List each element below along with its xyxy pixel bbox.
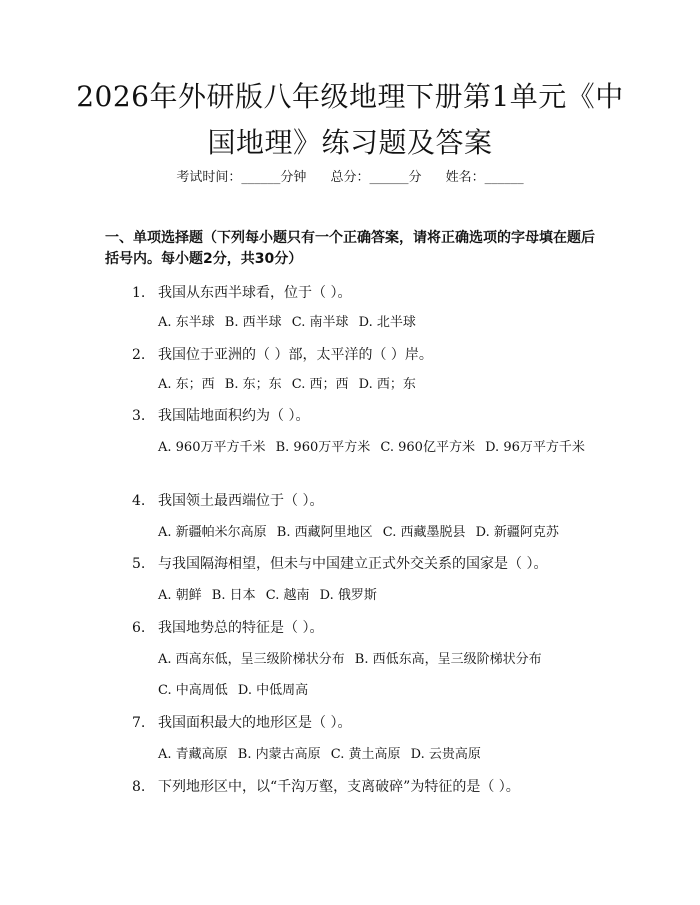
option: C. 中高周低 <box>158 683 228 698</box>
question-options <box>158 313 598 333</box>
option: D. 新疆阿克苏 <box>475 525 559 540</box>
question <box>132 345 602 365</box>
option: C. 960亿平方米 <box>380 440 475 455</box>
option: D. 俄罗斯 <box>319 588 377 603</box>
option: B. 内蒙古高原 <box>237 747 321 762</box>
question-number: 1. <box>132 285 146 301</box>
option: D. 北半球 <box>358 315 416 330</box>
option: B. 西藏阿里地区 <box>276 525 373 540</box>
question-stem: 我国从东西半球看，位于（ ）。 <box>158 285 352 301</box>
question-options <box>158 650 598 670</box>
option: B. 日本 <box>211 588 256 603</box>
question <box>132 406 602 426</box>
question-number: 2. <box>132 347 146 363</box>
option: B. 西半球 <box>224 315 282 330</box>
question-options <box>158 745 598 765</box>
question-options <box>158 681 598 701</box>
option: D. 云贵高原 <box>410 747 481 762</box>
option: A. 东；西 <box>158 377 215 392</box>
question <box>132 491 602 511</box>
question-options <box>105 436 595 460</box>
question-stem: 与我国隔海相望，但未与中国建立正式外交关系的国家是（ ）。 <box>158 556 548 572</box>
option: A. 朝鲜 <box>158 588 202 603</box>
question-stem: 下列地形区中，以“千沟万壑，支离破碎”为特征的是（ ）。 <box>158 779 520 795</box>
question-options <box>158 375 598 395</box>
question-stem: 我国领土最西端位于（ ）。 <box>158 493 324 509</box>
option: D. 96万平方千米 <box>485 440 585 455</box>
option: B. 东；东 <box>224 377 282 392</box>
page-title: 2026年外研版八年级地理下册第1单元《中国地理》练习题及答案 <box>76 80 624 159</box>
option: A. 西高东低，呈三级阶梯状分布 <box>158 652 345 667</box>
question <box>132 713 602 733</box>
option: C. 越南 <box>265 588 310 603</box>
question-number: 5. <box>132 556 146 572</box>
question-number: 6. <box>132 620 146 636</box>
exam-time: 考试时间：______分钟 <box>176 170 307 185</box>
question-number: 3. <box>132 408 146 424</box>
section-heading: 一、单项选择题（下列每小题只有一个正确答案，请将正确选项的字母填在题后括号内。每小题2分，共30分） <box>105 230 595 267</box>
option: A. 青藏高原 <box>158 747 228 762</box>
question-options <box>158 586 598 606</box>
option: C. 黄土高原 <box>330 747 401 762</box>
option: A. 960万平方千米 <box>158 440 266 455</box>
question-stem: 我国位于亚洲的（ ）部，太平洋的（ ）岸。 <box>158 347 433 363</box>
option: D. 中低周高 <box>237 683 309 698</box>
option: C. 西藏墨脱县 <box>382 525 466 540</box>
question-number: 7. <box>132 715 146 731</box>
student-name: 姓名：______ <box>445 170 524 185</box>
total-score: 总分：______分 <box>330 170 422 185</box>
question <box>132 283 602 303</box>
question <box>132 554 602 574</box>
option: C. 南半球 <box>291 315 349 330</box>
question-stem: 我国陆地面积约为（ ）。 <box>158 408 310 424</box>
option: A. 东半球 <box>158 315 215 330</box>
question-number: 4. <box>132 493 146 509</box>
question <box>132 777 602 797</box>
option: A. 新疆帕米尔高原 <box>158 525 267 540</box>
option: B. 960万平方米 <box>275 440 371 455</box>
option: D. 西；东 <box>358 377 416 392</box>
question <box>132 618 602 638</box>
question-stem: 我国面积最大的地形区是（ ）。 <box>158 715 352 731</box>
question-stem: 我国地势总的特征是（ ）。 <box>158 620 324 636</box>
question-number: 8. <box>132 779 146 795</box>
option: B. 西低东高，呈三级阶梯状分布 <box>354 652 542 667</box>
exam-info <box>0 168 700 188</box>
option: C. 西；西 <box>291 377 349 392</box>
question-options <box>158 523 598 543</box>
